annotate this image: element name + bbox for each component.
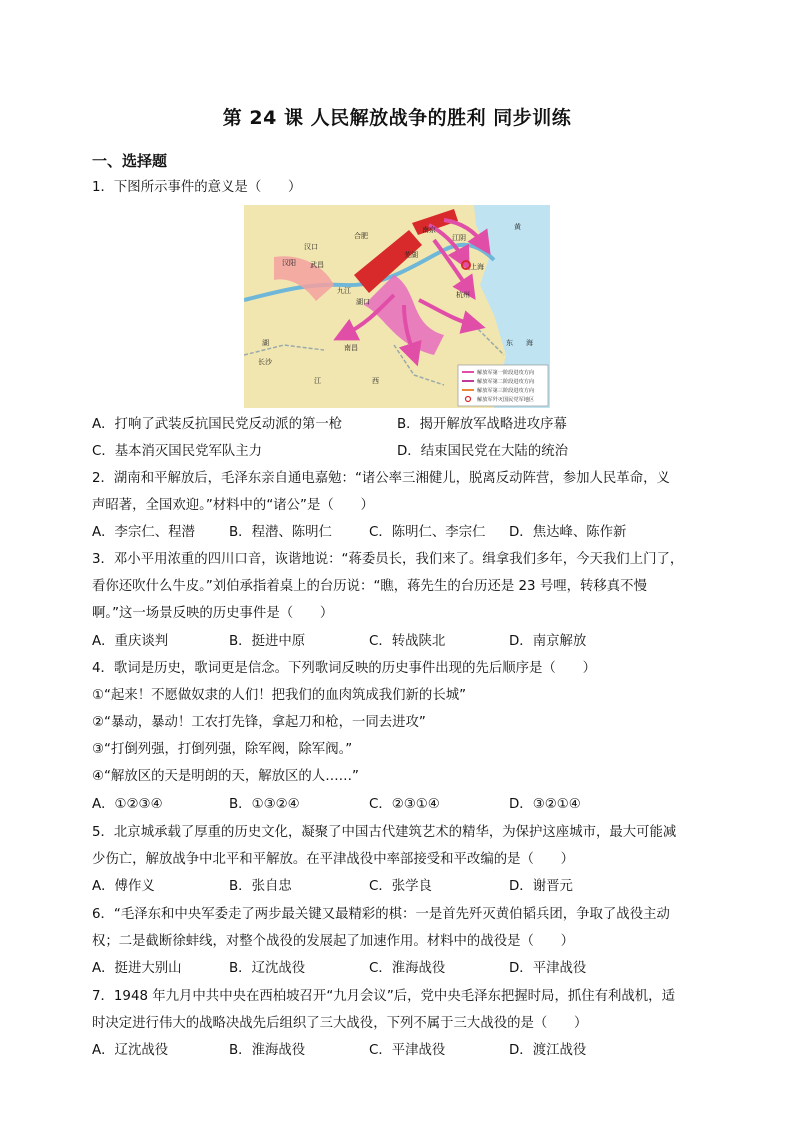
question-5-option-c[interactable]: C．张学良 bbox=[369, 879, 432, 894]
svg-text:海: 海 bbox=[526, 340, 533, 347]
question-7-stem-line-2: 时决定进行伟大的战略决战先后组织了三大战役，下列不属于三大战役的是（ ） bbox=[92, 1016, 588, 1031]
question-7-option-a[interactable]: A．辽沈战役 bbox=[92, 1043, 169, 1058]
question-4-item-3: ③“打倒列强，打倒列强，除军阀，除军阀。” bbox=[92, 742, 353, 757]
question-7-stem-line-1: 7．1948 年九月中共中央在西柏坡召开“九月会议”后，党中央毛泽东把握时局，抓住有利战机，适 bbox=[92, 989, 675, 1004]
question-2-option-c[interactable]: C．陈明仁、李宗仁 bbox=[369, 525, 486, 540]
svg-text:武昌: 武昌 bbox=[310, 262, 324, 269]
question-5-option-d[interactable]: D．谢晋元 bbox=[509, 879, 573, 894]
question-4-option-d[interactable]: D．③②①④ bbox=[509, 797, 581, 812]
question-7-option-c[interactable]: C．平津战役 bbox=[369, 1043, 446, 1058]
svg-text:长沙: 长沙 bbox=[258, 359, 272, 366]
question-3-stem-line-1: 3．邓小平用浓重的四川口音，诙谐地说：“蒋委员长，我们来了。缉拿我们多年，今天我们上门了， bbox=[92, 552, 684, 567]
svg-text:江阴: 江阴 bbox=[452, 235, 466, 242]
svg-text:江: 江 bbox=[314, 378, 321, 385]
question-3-option-a[interactable]: A．重庆谈判 bbox=[92, 634, 169, 649]
question-3-stem-line-2: 看你还吹什么牛皮。”刘伯承指着桌上的台历说：“瞧，蒋先生的台历还是 23 号哩，转移真不慢 bbox=[92, 579, 647, 594]
svg-text:东: 东 bbox=[506, 340, 513, 347]
question-4-item-1: ①“起来！不愿做奴隶的人们！把我们的血肉筑成我们新的长城” bbox=[92, 688, 467, 703]
question-6-option-d[interactable]: D．平津战役 bbox=[509, 961, 587, 976]
question-3-option-d[interactable]: D．南京解放 bbox=[509, 634, 587, 649]
svg-text:解放军歼灭国民党军地区: 解放军歼灭国民党军地区 bbox=[477, 397, 535, 403]
map-legend bbox=[458, 365, 548, 406]
question-3-option-c[interactable]: C．转战陕北 bbox=[369, 634, 446, 649]
svg-text:杭州: 杭州 bbox=[456, 292, 470, 299]
question-2-stem-line-2: 声昭著，全国欢迎。”材料中的“诸公”是（ ） bbox=[92, 498, 374, 513]
svg-text:黄: 黄 bbox=[514, 224, 521, 231]
svg-text:西: 西 bbox=[372, 378, 379, 385]
svg-text:解放军第二阶段进攻方向: 解放军第二阶段进攻方向 bbox=[477, 379, 535, 385]
question-1-option-a[interactable]: A．打响了武装反抗国民党反动派的第一枪 bbox=[92, 417, 343, 432]
svg-text:芜湖: 芜湖 bbox=[404, 252, 418, 259]
svg-text:湖口: 湖口 bbox=[356, 299, 370, 306]
question-6-stem-line-1: 6．“毛泽东和中央军委走了两步最关键又最精彩的棋：一是首先歼灭黄伯韬兵团，争取了战役主动 bbox=[92, 907, 670, 922]
question-1-option-d[interactable]: D．结束国民党在大陆的统治 bbox=[397, 444, 568, 459]
question-2-option-a[interactable]: A．李宗仁、程潜 bbox=[92, 525, 195, 540]
question-1-option-c[interactable]: C．基本消灭国民党军队主力 bbox=[92, 444, 263, 459]
section-heading: 一、选择题 bbox=[92, 152, 168, 170]
svg-text:南昌: 南昌 bbox=[344, 345, 358, 352]
question-5-stem-line-2: 少伤亡，解放战争中北平和平解放。在平津战役中率部接受和平改编的是（ ） bbox=[92, 852, 575, 867]
question-7-option-b[interactable]: B．淮海战役 bbox=[229, 1043, 306, 1058]
campaign-map-image bbox=[244, 205, 550, 408]
svg-text:解放军第三阶段进攻方向: 解放军第三阶段进攻方向 bbox=[477, 388, 535, 394]
question-4-item-2: ②“暴动，暴动！工农打先锋，拿起刀和枪，一同去进攻” bbox=[92, 715, 426, 730]
svg-text:解放军第一阶段进攻方向: 解放军第一阶段进攻方向 bbox=[477, 370, 535, 376]
question-5-stem-line-1: 5．北京城承载了厚重的历史文化，凝聚了中国古代建筑艺术的精华，为保护这座城市，最大可能减 bbox=[92, 825, 677, 840]
svg-text:湖: 湖 bbox=[262, 340, 269, 347]
question-4-stem: 4．歌词是历史，歌词更是信念。下列歌词反映的历史事件出现的先后顺序是（ ） bbox=[92, 661, 596, 676]
question-4-option-a[interactable]: A．①②③④ bbox=[92, 797, 163, 812]
page-title: 第 24 课 人民解放战争的胜利 同步训练 bbox=[222, 107, 572, 129]
question-2-option-d[interactable]: D．焦达峰、陈作新 bbox=[509, 525, 627, 540]
question-1-stem: 1．下图所示事件的意义是（ ） bbox=[92, 180, 302, 195]
question-4-option-c[interactable]: C．②③①④ bbox=[369, 797, 440, 812]
svg-text:上海: 上海 bbox=[470, 264, 484, 271]
question-4-option-b[interactable]: B．①③②④ bbox=[229, 797, 300, 812]
svg-text:南京: 南京 bbox=[422, 227, 436, 234]
svg-text:合肥: 合肥 bbox=[354, 233, 368, 240]
question-2-stem-line-1: 2．湖南和平解放后，毛泽东亲自通电嘉勉：“诸公率三湘健儿，脱离反动阵营，参加人民革命，义 bbox=[92, 471, 670, 486]
svg-text:汉阳: 汉阳 bbox=[282, 260, 296, 267]
svg-text:汉口: 汉口 bbox=[304, 244, 318, 251]
svg-text:九江: 九江 bbox=[337, 288, 351, 295]
question-3-option-b[interactable]: B．挺进中原 bbox=[229, 634, 306, 649]
question-5-option-b[interactable]: B．张自忠 bbox=[229, 879, 292, 894]
question-6-option-c[interactable]: C．淮海战役 bbox=[369, 961, 446, 976]
question-6-stem-line-2: 权；二是截断徐蚌线，对整个战役的发展起了加速作用。材料中的战役是（ ） bbox=[92, 934, 575, 949]
question-5-option-a[interactable]: A．傅作义 bbox=[92, 879, 155, 894]
question-1-option-b[interactable]: B．揭开解放军战略进攻序幕 bbox=[397, 417, 567, 432]
question-7-option-d[interactable]: D．渡江战役 bbox=[509, 1043, 587, 1058]
question-3-stem-line-3: 啊。”这一场景反映的历史事件是（ ） bbox=[92, 606, 334, 621]
question-6-option-a[interactable]: A．挺进大别山 bbox=[92, 961, 182, 976]
question-2-option-b[interactable]: B．程潜、陈明仁 bbox=[229, 525, 332, 540]
question-6-option-b[interactable]: B．辽沈战役 bbox=[229, 961, 306, 976]
question-4-item-4: ④“解放区的天是明朗的天，解放区的人……” bbox=[92, 769, 359, 784]
